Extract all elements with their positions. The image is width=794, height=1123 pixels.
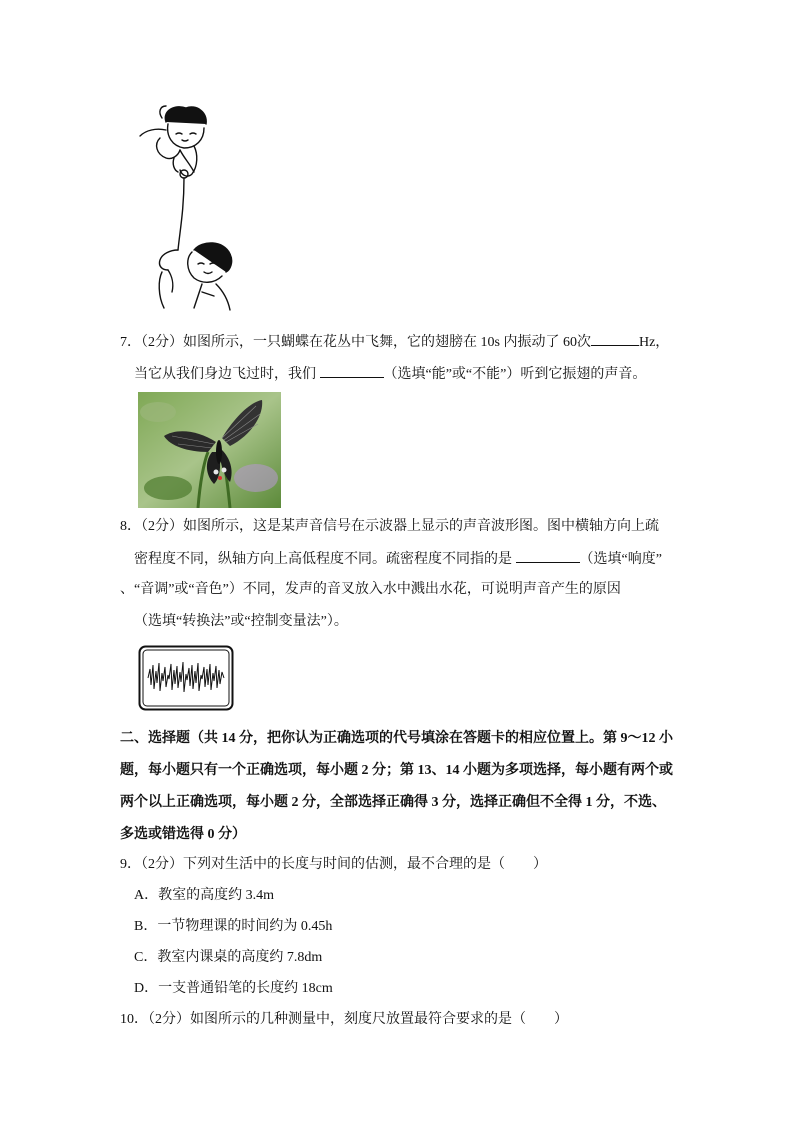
q7-blank-hear bbox=[320, 363, 384, 378]
section2-line3: 两个以上正确选项，每小题 2 分，全部选择正确得 3 分，选择正确但不全得 1 分，不选、 bbox=[120, 795, 666, 810]
section2-line4: 多选或错选得 0 分） bbox=[120, 827, 246, 842]
q10-stem: 10．（2分）如图所示的几种测量中，刻度尺放置最符合要求的是（ ） bbox=[120, 1012, 568, 1027]
q9-option-a: A．教室的高度约 3.4m bbox=[134, 888, 274, 903]
q7-line1: 7．（2分）如图所示，一只蝴蝶在花丛中飞舞，它的翅膀在 10s 内振动了 60次 Hz， bbox=[120, 331, 669, 353]
q7-line2: 当它从我们身边飞过时，我们 （选填“能”或“不能”）听到它振翅的声音。 bbox=[134, 363, 646, 385]
q8-line3: 、“音调”或“音色”）不同，发声的音叉放入水中溅出水花，可说明声音产生的原因 bbox=[120, 582, 621, 597]
oscilloscope-waveform bbox=[138, 645, 234, 711]
q9-stem: 9．（2分）下列对生活中的长度与时间的估测，最不合理的是（ ） bbox=[120, 857, 547, 872]
q7-blank-frequency bbox=[591, 331, 639, 346]
q8-line1: 8．（2分）如图所示，这是某声音信号在示波器上显示的声音波形图。图中横轴方向上疏 bbox=[120, 519, 659, 534]
butterfly-photo bbox=[138, 392, 281, 508]
section2-line2: 题，每小题只有一个正确选项，每小题 2 分；第 13、14 小题为多项选择，每小题有两个或 bbox=[120, 763, 673, 778]
section2-line1: 二、选择题（共 14 分，把你认为正确选项的代号填涂在答题卡的相应位置上。第 9～12 小 bbox=[120, 731, 673, 746]
q9-option-c: C．教室内课桌的高度约 7.8dm bbox=[134, 950, 323, 965]
q8-line4: （选填“转换法”或“控制变量法”）。 bbox=[134, 614, 348, 629]
q8-blank-density bbox=[516, 548, 580, 563]
q9-option-d: D．一支普通铅笔的长度约 18cm bbox=[134, 981, 333, 996]
string-telephone-figure bbox=[132, 100, 244, 315]
q8-line2: 密程度不同，纵轴方向上高低程度不同。疏密程度不同指的是 （选填“响度” bbox=[134, 548, 662, 570]
q9-option-b: B．一节物理课的时间约为 0.45h bbox=[134, 919, 333, 934]
